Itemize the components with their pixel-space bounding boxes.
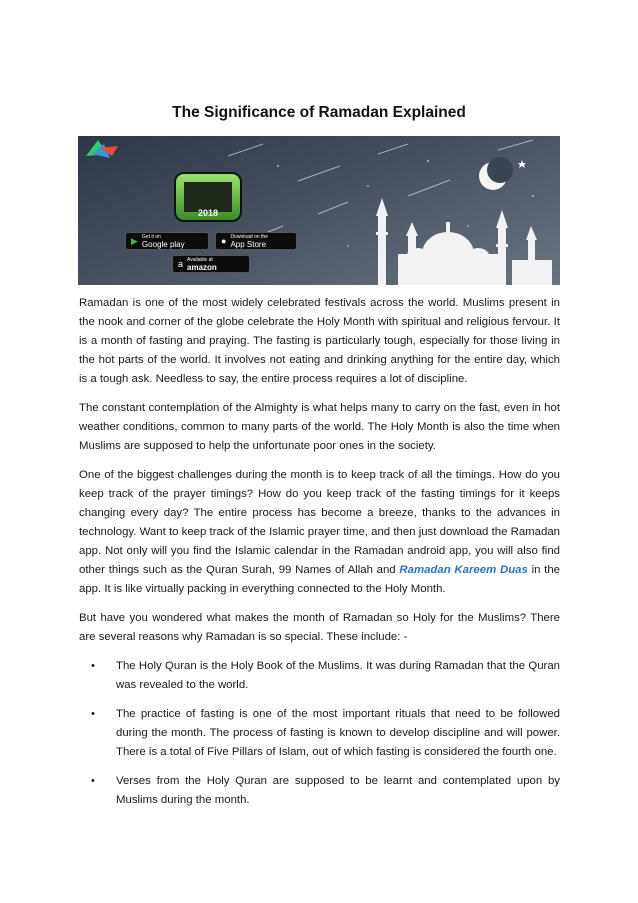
list-item: • Verses from the Holy Quran are supposed to be learnt and contemplated upon by Muslims during the month. <box>91 775 560 806</box>
paragraph-1: Ramadan is one of the most widely celebrated festivals across the world. Muslims present in the nook and corner of the globe celebrate the Holy Month with spiritual and religious fervour. It is a month of fasting and praying. The fasting is particularly tough, especially for those living in the hot parts of the world. It involves not eating and drinking anything for the entire day, which is a tough ask. Needless to say, the entire process requires a lot of discipline. <box>79 297 560 385</box>
app-store-button[interactable]: ● Download on the App Store <box>215 232 297 250</box>
google-play-button[interactable]: ▶ Get it on Google play <box>125 232 209 250</box>
mosque-icon <box>376 198 552 285</box>
play-icon: ▶ <box>131 236 138 246</box>
page-title: The Significance of Ramadan Explained <box>172 104 466 121</box>
app-logo-icon <box>86 140 118 158</box>
paragraph-4: But have you wondered what makes the month of Ramadan so Holy for the Muslims? There are several reasons why Ramadan is so special. These include: - <box>79 612 560 643</box>
reasons-list <box>79 657 560 810</box>
amazon-icon: a <box>178 259 184 269</box>
crescent-moon-icon <box>479 157 526 190</box>
paragraph-3: One of the biggest challenges during the month is to keep track of all the timings. How do you keep track of the prayer timings? How do you keep track of the fasting timings for it keeps changing every day? The entire process has become a breeze, thanks to the advances in technology. Want to keep track of the Islamic prayer time, and then just download the Ramadan app. Not only will you find the Islamic calendar in the Ramadan android app, you will also find other things such as the Quran Surah, 99 Names of Allah and Ramadan Kareem Duas in the app. It is like virtually packing in everything connected to the Holy Month. <box>79 469 561 595</box>
apple-icon: ● <box>221 236 227 246</box>
ramadan-banner <box>78 136 560 285</box>
list-item: • The Holy Quran is the Holy Book of the Muslims. It was during Ramadan that the Quran was revealed to the world. <box>91 660 560 691</box>
banner-art <box>78 136 560 285</box>
amazon-button[interactable]: a Available at amazon <box>172 255 250 273</box>
app-year: 2018 <box>197 208 219 218</box>
ramadan-kareem-duas-link[interactable]: Ramadan Kareem Duas <box>399 564 528 576</box>
mosque-app-icon[interactable] <box>174 172 242 222</box>
paragraph-2: The constant contemplation of the Almighty is what helps many to carry on the fast, even in hot weather conditions, common to many parts of the world. The Holy Month is also the time when Muslims are supposed to help the unfortunate poor ones in the society. <box>79 402 560 452</box>
list-item: • The practice of fasting is one of the most important rituals that need to be followed during the month. The process of fasting is known to develop discipline and will power. There is a total of Five Pillars of Islam, out of which fasting is considered the fourth one. <box>91 708 560 758</box>
article-body <box>79 294 560 820</box>
